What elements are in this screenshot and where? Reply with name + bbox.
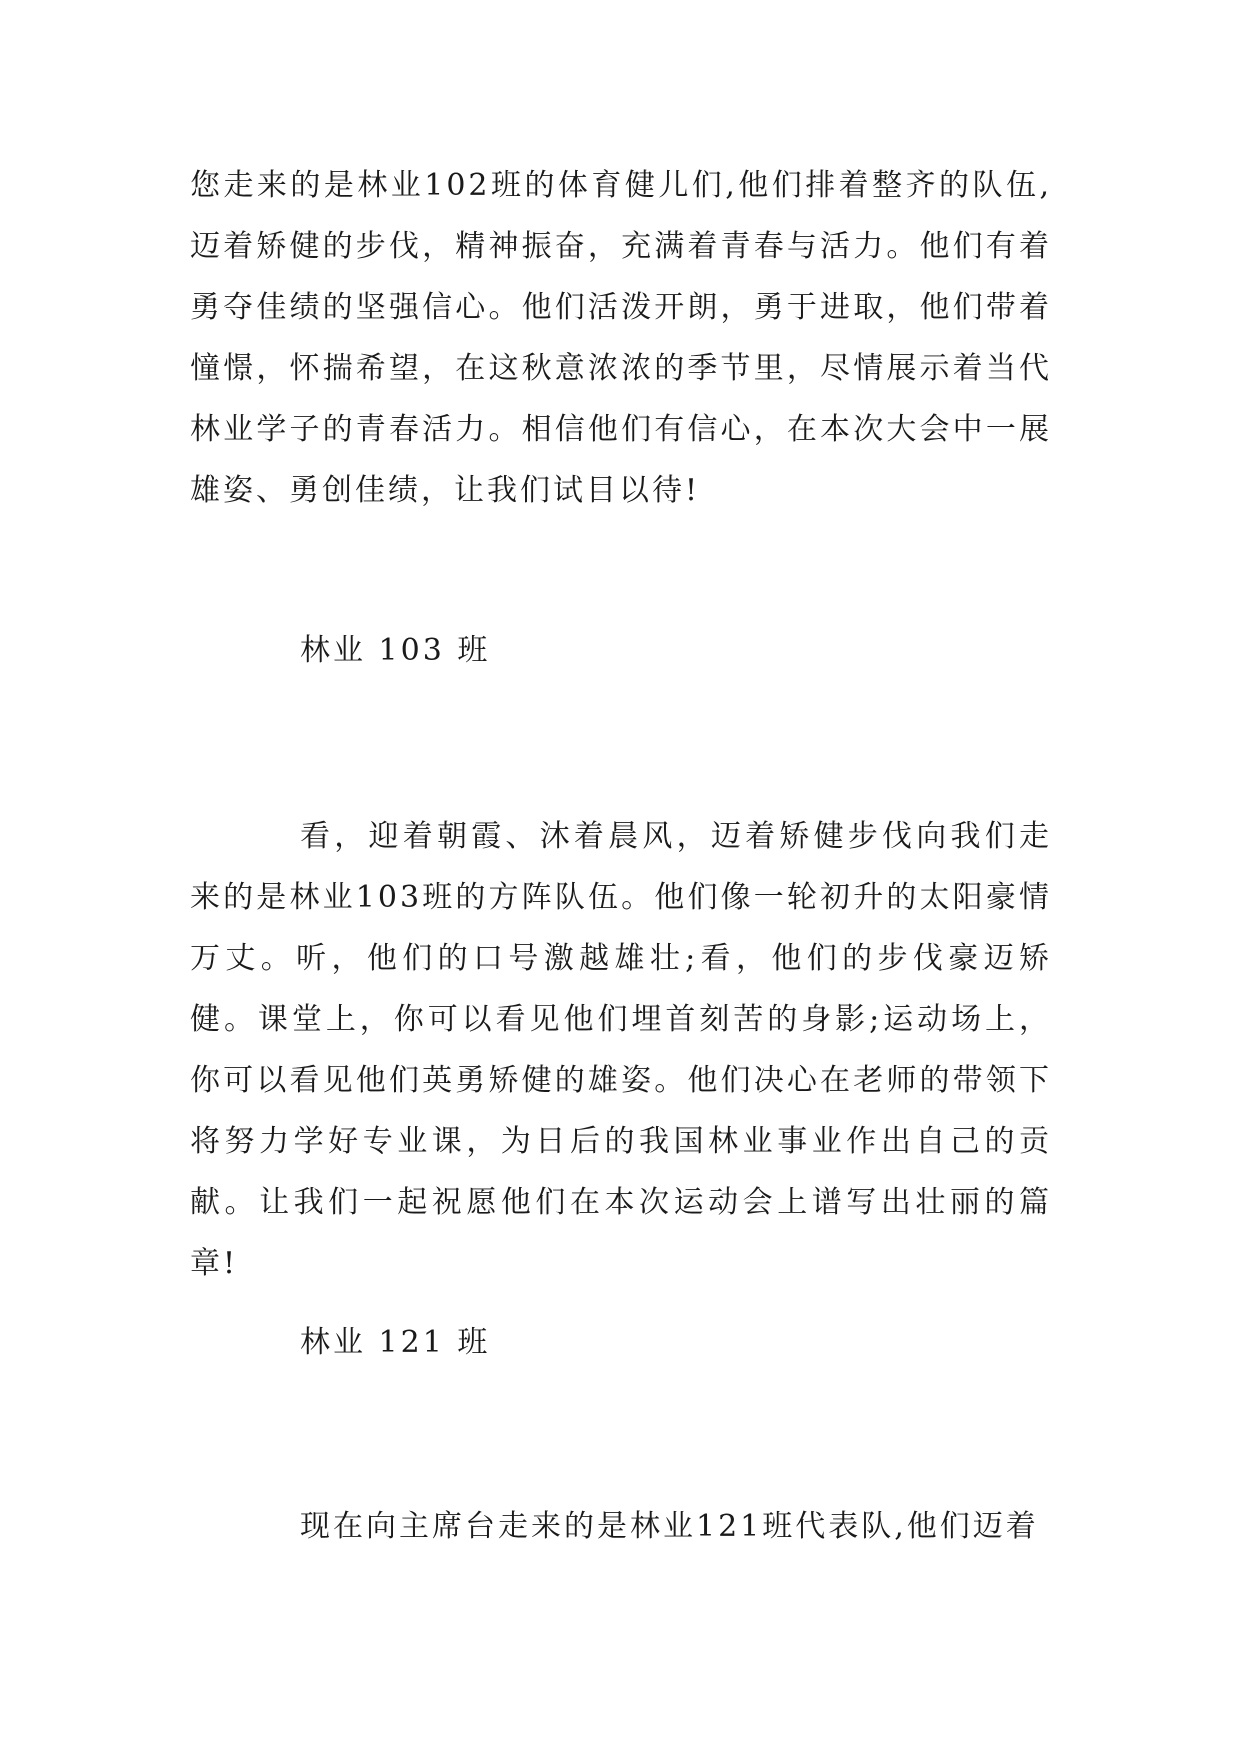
paragraph-class-121: 现在向主席台走来的是林业121班代表队,他们迈着 xyxy=(300,1509,1039,1544)
heading-class-103: 林业 103 班 xyxy=(300,633,491,668)
paragraph-class-102: 您走来的是林业102班的体育健儿们,他们排着整齐的队伍,迈着矫健的步伐，精神振奋，充满着青春与活力。他们有着勇夺佳绩的坚强信心。他们活泼开朗，勇于进取，他们带着憧憬，怀揣希望，在这秋意浓浓的季节里，尽情展示着当代林业学子的青春活力。相信他们有信心，在本次大会中一展雄姿、勇创佳绩，让我们试目以待! xyxy=(190,168,1052,508)
paragraph-class-103: 看，迎着朝霞、沐着晨风，迈着矫健步伐向我们走来的是林业103班的方阵队伍。他们像一轮初升的太阳豪情万丈。听，他们的口号激越雄壮;看，他们的步伐豪迈矫健。课堂上，你可以看见他们埋首刻苦的身影;运动场上，你可以看见他们英勇矫健的雄姿。他们决心在老师的带领下将努力学好专业课，为日后的我国林业事业作出自己的贡献。让我们一起祝愿他们在本次运动会上谱写出壮丽的篇章! xyxy=(190,819,1052,1281)
heading-class-121: 林业 121 班 xyxy=(300,1325,491,1360)
